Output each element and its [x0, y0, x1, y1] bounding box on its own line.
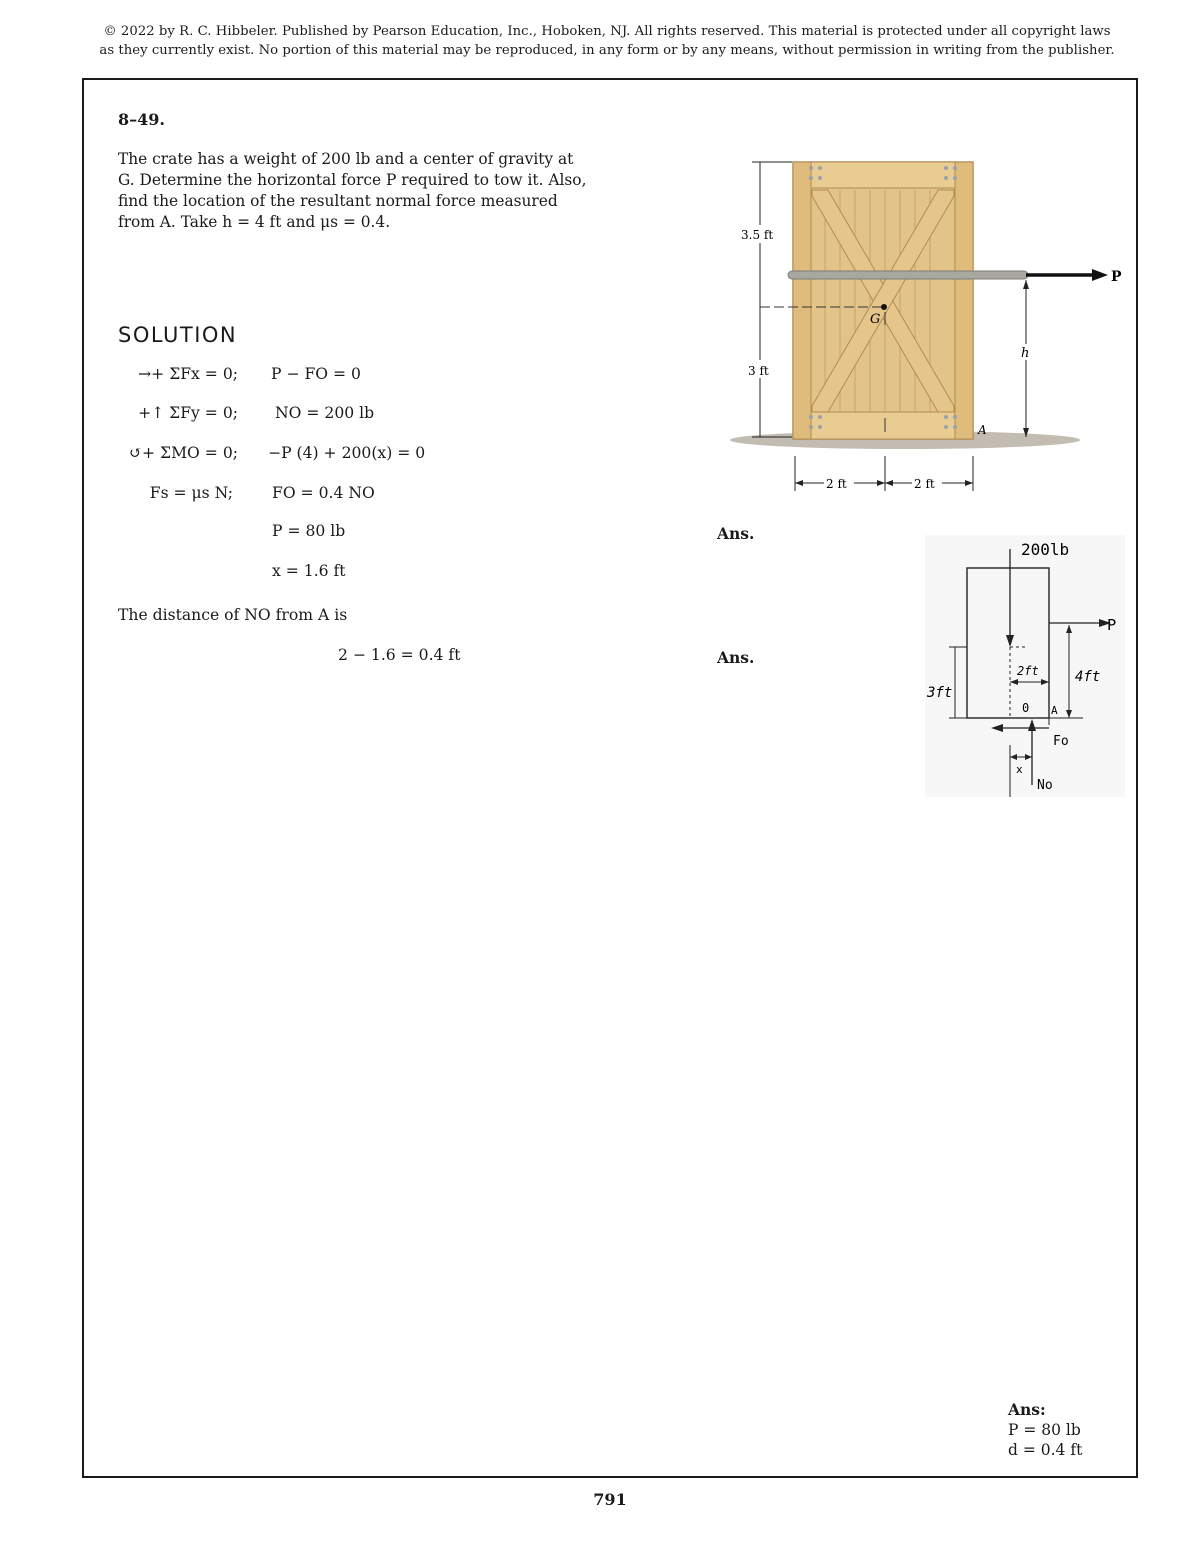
- equation-expr-4: FO = 0.4 NO: [272, 484, 375, 502]
- distance-text: The distance of NO from A is: [118, 606, 348, 624]
- fbd-4ft-label: 4ft: [1075, 669, 1101, 685]
- page-number: 791: [593, 1490, 627, 1509]
- final-answer-line-1: P = 80 lb: [1008, 1421, 1081, 1439]
- equation-expr-5: P = 80 lb: [272, 522, 346, 540]
- final-answer-line-2: d = 0.4 ft: [1008, 1441, 1083, 1459]
- fbd-weight-label: 200lb: [1021, 540, 1070, 559]
- base-arrow-1: [795, 480, 803, 486]
- fbd-2ft-label: 2ft: [1017, 664, 1039, 678]
- p-label: P: [1111, 269, 1122, 285]
- equation-label-4: Fs = μs N;: [149, 484, 233, 502]
- tow-rope: [788, 271, 1028, 279]
- equation-expr-1: P − FO = 0: [271, 365, 361, 383]
- g-point: [881, 304, 887, 310]
- equation-expr-3: −P (4) + 200(x) = 0: [268, 444, 426, 462]
- h-arrow-top: [1023, 280, 1029, 289]
- base-arrow-3: [885, 480, 893, 486]
- free-body-diagram: [925, 535, 1125, 800]
- equation-expr-2: NO = 200 lb: [275, 404, 375, 422]
- equation-expr-6: x = 1.6 ft: [272, 562, 346, 580]
- fbd-x-label: x: [1016, 763, 1023, 776]
- crate-figure: [730, 150, 1130, 500]
- frame-top: [811, 162, 955, 188]
- distance-expression: 2 − 1.6 = 0.4 ft: [338, 646, 461, 664]
- problem-statement: The crate has a weight of 200 lb and a center of gravity at G. Determine the horizontal force P required to tow it. Also, find the location of the resultant normal force measured from A. Take h = 4 ft and μs = 0.4.: [118, 150, 587, 231]
- fbd-a-label: A: [1051, 704, 1058, 717]
- base-left-label: 2 ft: [826, 477, 847, 491]
- frame-bottom: [811, 412, 955, 439]
- frame-left: [793, 162, 811, 439]
- answer-marker-2: Ans.: [717, 648, 755, 667]
- answer-marker-1: Ans.: [717, 524, 755, 543]
- final-answer-box: [1008, 1400, 1082, 1460]
- h-label: h: [1021, 346, 1030, 361]
- solution-heading: SOLUTION: [118, 323, 238, 347]
- g-label: G: [870, 312, 881, 327]
- base-right-label: 2 ft: [914, 477, 935, 491]
- fbd-o-label: 0: [1022, 701, 1030, 715]
- copyright-line-1: © 2022 by R. C. Hibbeler. Published by Pearson Education, Inc., Hoboken, NJ. All rights reserved. This material is protected under all copyright laws: [103, 24, 1111, 39]
- problem-number: 8–49.: [118, 110, 165, 129]
- equation-label-1: →+ ΣFx = 0;: [138, 365, 238, 383]
- fbd-p-label: P: [1107, 616, 1117, 634]
- dim-top-label: 3.5 ft: [741, 228, 774, 242]
- dim-bottom-label: 3 ft: [748, 364, 769, 378]
- fbd-normal-label: No: [1037, 778, 1053, 793]
- fbd-friction-label: Fo: [1053, 734, 1069, 749]
- frame-right: [955, 162, 973, 439]
- copyright-notice: [92, 22, 1122, 60]
- base-arrow-2: [877, 480, 885, 486]
- a-label: A: [978, 423, 987, 437]
- equation-label-2: +↑ ΣFy = 0;: [138, 404, 238, 422]
- equation-label-3: ↺+ ΣMO = 0;: [128, 444, 238, 462]
- p-arrow-head: [1092, 269, 1108, 281]
- final-answer-heading: Ans:: [1008, 1400, 1046, 1419]
- base-arrow-4: [965, 480, 973, 486]
- copyright-line-2: as they currently exist. No portion of this material may be reproduced, in any form or by any means, without permission in writing from the publisher.: [99, 43, 1115, 58]
- fbd-3ft-label: 3ft: [927, 685, 953, 701]
